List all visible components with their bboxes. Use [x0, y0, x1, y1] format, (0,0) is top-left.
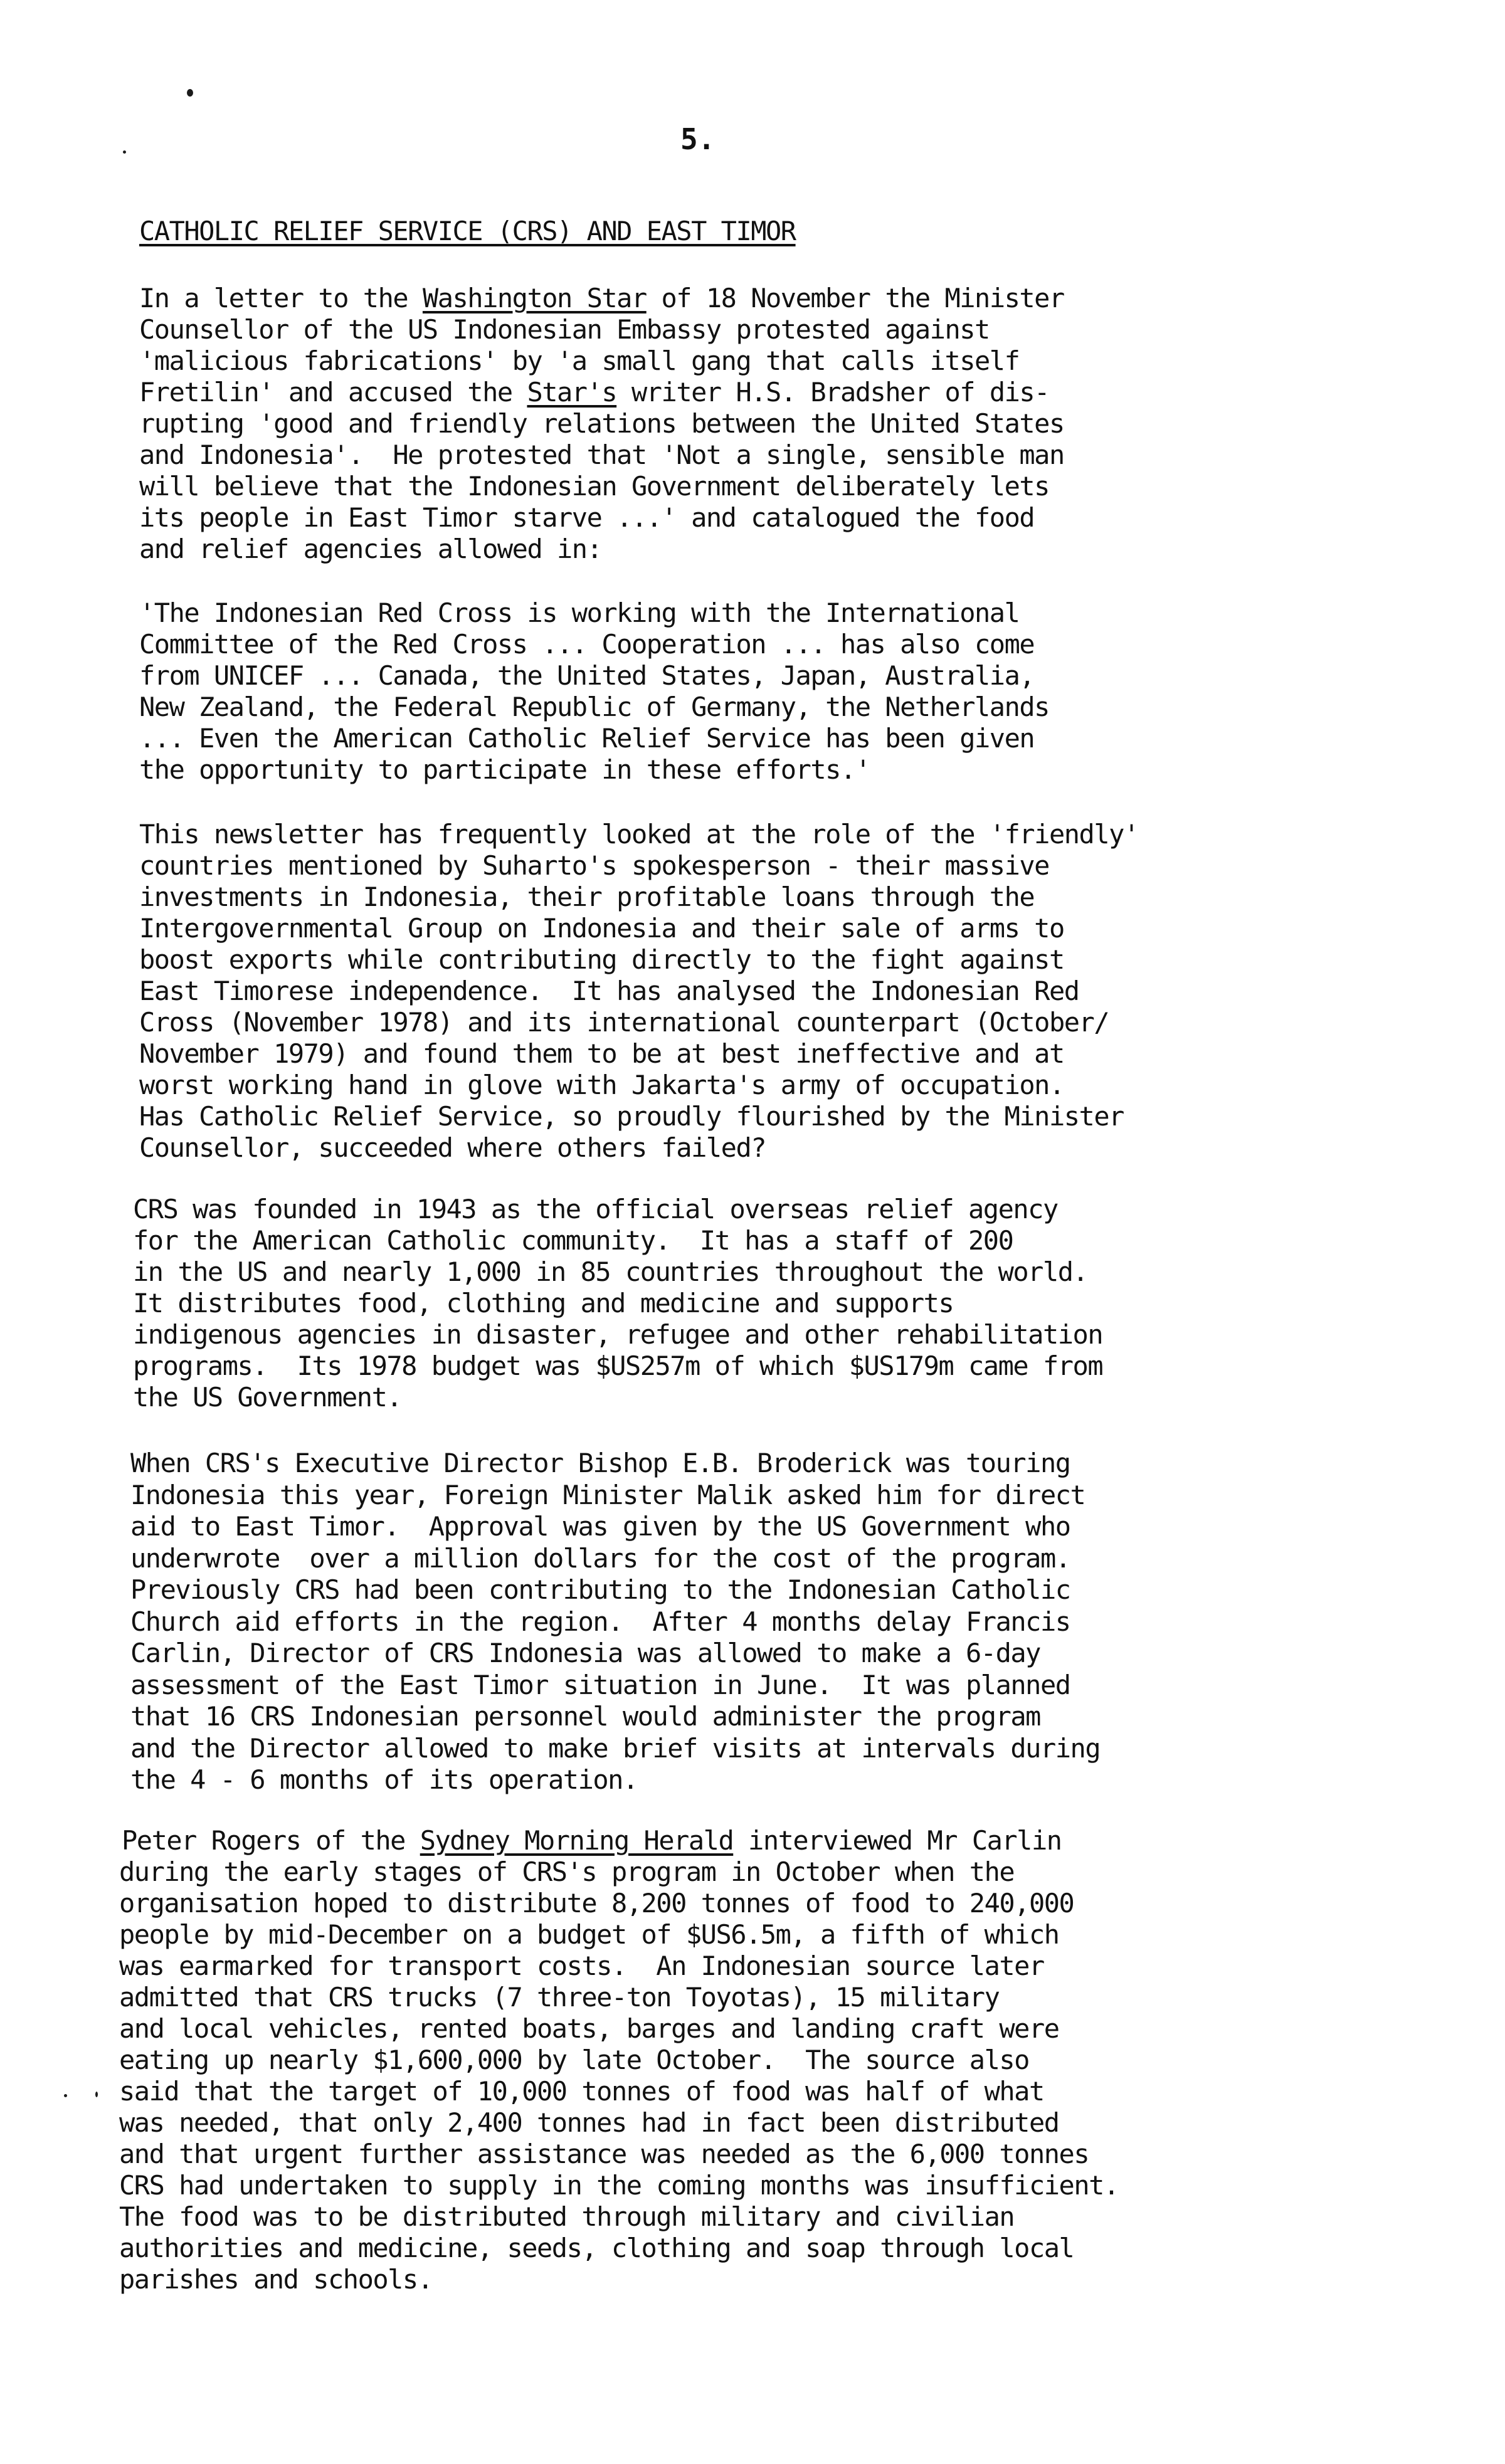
text-line [139, 1103, 1124, 1130]
text-segment: said that the target of 10,000 tonnes of food was half of what [119, 2076, 1044, 2107]
text-segment: authorities and medicine, seeds, clothing and soap through local [119, 2233, 1074, 2263]
text-line [139, 1132, 766, 1163]
text-segment: Has Catholic Relief Service, so proudly flourished by the Minister [139, 1101, 1124, 1132]
text-segment: during the early stages of CRS's program in October when the [119, 1856, 1015, 1887]
text-line [139, 473, 1049, 500]
text-line [119, 1890, 1074, 1917]
text-line [139, 314, 990, 345]
text-line [119, 1919, 1059, 1950]
section-heading: CATHOLIC RELIEF SERVICE (CRS) AND EAST TIMOR [139, 216, 796, 246]
text-segment: investments in Indonesia, their profitable loans through the [139, 882, 1035, 912]
text-line [133, 1384, 401, 1411]
text-segment: Fretilin' and accused the [139, 377, 527, 408]
text-segment: Counsellor, succeeded where others failed? [139, 1132, 766, 1163]
text-line [130, 1479, 1085, 1510]
text-line [119, 2235, 1074, 2261]
text-segment: was needed, that only 2,400 tonnes had in fact been distributed [119, 2107, 1059, 2138]
text-segment: 'The Indonesian Red Cross is working with the International [139, 598, 1020, 628]
text-line [139, 408, 1064, 439]
text-line [130, 1542, 1070, 1574]
text-line [119, 2047, 1029, 2073]
text-line [139, 379, 1049, 406]
scan-speck [123, 150, 126, 154]
text-segment: CRS was founded in 1943 as the official overseas relief agency [133, 1194, 1058, 1224]
text-segment: parishes and schools. [119, 2264, 433, 2295]
text-segment: aid to East Timor. Approval was given by the US Government who [130, 1511, 1070, 1542]
text-line [139, 725, 1034, 752]
text-segment: assessment of the East Timor situation in June. It was planned [130, 1669, 1070, 1700]
text-segment: boost exports while contributing directly to the fight against [139, 944, 1064, 975]
text-segment: in the US and nearly 1,000 in 85 countries throughout the world. [133, 1256, 1088, 1287]
text-segment: Indonesia this year, Foreign Minister Malik asked him for direct [130, 1479, 1085, 1510]
text-line [133, 1256, 1088, 1287]
text-line [119, 2264, 433, 2295]
text-line [139, 536, 601, 562]
text-line [119, 1984, 999, 2011]
text-line [139, 1072, 1064, 1098]
text-segment: the US Government. [133, 1382, 402, 1413]
text-line [130, 1574, 1070, 1605]
text-line [139, 285, 1064, 312]
text-segment: indigenous agencies in disaster, refugee and other rehabilitation [133, 1319, 1103, 1350]
text-segment: and Indonesia'. He protested that 'Not a single, sensible man [139, 440, 1064, 470]
text-segment: This newsletter has frequently looked at the role of the 'friendly' [139, 819, 1139, 850]
text-line [139, 884, 1034, 910]
text-segment: worst working hand in glove with Jakarta's army of occupation. [139, 1070, 1064, 1100]
scan-speck [187, 89, 193, 97]
text-segment: countries mentioned by Suharto's spokesperson - their massive [139, 850, 1049, 881]
text-line [139, 821, 1139, 848]
text-line [139, 915, 1064, 942]
text-segment: Previously CRS had been contributing to the Indonesian Catholic [130, 1574, 1070, 1605]
text-line [119, 1856, 1015, 1887]
text-segment: admitted that CRS trucks (7 three-ton Toyotas), 15 military [119, 1982, 1000, 2013]
text-line [133, 1196, 1058, 1223]
text-segment: underwrote over a million dollars for the cost of the program. [130, 1542, 1070, 1574]
text-segment: writer H.S. Bradsher of dis- [616, 377, 1049, 408]
text-segment: and local vehicles, rented boats, barges and landing craft were [119, 2013, 1059, 2044]
text-segment: East Timorese independence. It has analysed the Indonesian Red [139, 976, 1079, 1006]
scan-speck [64, 2094, 67, 2097]
text-line [119, 2013, 1059, 2044]
text-segment: that 16 CRS Indonesian personnel would administer the program [130, 1701, 1040, 1732]
text-segment: Committee of the Red Cross ... Cooperation ... has also come [139, 629, 1035, 660]
text-segment: In a letter to the [139, 283, 423, 313]
text-line [139, 660, 1035, 691]
text-line [133, 1350, 1103, 1381]
text-segment: New Zealand, the Federal Republic of Germany, the Netherlands [139, 692, 1049, 722]
underlined-title: Sydney Morning Herald [420, 1825, 734, 1856]
text-line [119, 2201, 1015, 2232]
text-line [119, 2172, 1119, 2199]
text-line [139, 694, 1049, 720]
text-segment: Intergovernmental Group on Indonesia and their sale of arms to [139, 913, 1064, 944]
text-line [139, 631, 1034, 658]
page-number: 5. [680, 122, 716, 156]
text-segment: of 18 November the Minister [646, 283, 1064, 313]
text-line [130, 1606, 1070, 1637]
text-line [133, 1319, 1103, 1350]
text-line [133, 1225, 1013, 1256]
text-segment: rupting 'good and friendly relations between the United States [139, 408, 1064, 439]
text-line [139, 600, 1019, 626]
text-line [139, 1038, 1064, 1069]
text-segment: November 1979) and found them to be at best ineffective and at [139, 1038, 1064, 1069]
text-segment: will believe that the Indonesian Government deliberately lets [139, 471, 1049, 502]
text-line [130, 1703, 1040, 1730]
text-segment: eating up nearly $1,600,000 by late October. The source also [119, 2045, 1029, 2075]
text-line [139, 850, 1049, 881]
text-line [119, 2141, 1089, 2167]
text-segment: and relief agencies allowed in: [139, 534, 602, 564]
text-segment: from UNICEF ... Canada, the United States, Japan, Australia, [139, 660, 1035, 691]
text-segment: ... Even the American Catholic Relief Service has been given [139, 723, 1035, 754]
text-line [130, 1511, 1070, 1542]
text-segment: Church aid efforts in the region. After 4 months delay Francis [130, 1606, 1070, 1637]
text-line [130, 1732, 1101, 1764]
text-line [130, 1640, 1040, 1666]
text-segment: Cross (November 1978) and its international counterpart (October/ [139, 1007, 1109, 1038]
text-line [139, 944, 1064, 975]
text-line [119, 2078, 1044, 2105]
text-line [119, 1953, 1044, 1979]
text-line [130, 1764, 638, 1795]
text-segment: 'malicious fabrications' by 'a small gang that calls itself [139, 345, 1020, 376]
text-segment: its people in East Timor starve ...' and catalogued the food [139, 502, 1035, 533]
underlined-title: Washington Star [422, 283, 647, 313]
text-segment: programs. Its 1978 budget was $US257m of which $US179m came from [133, 1350, 1103, 1381]
text-segment: When CRS's Executive Director Bishop E.B. Broderick was touring [130, 1448, 1070, 1478]
text-segment: the opportunity to participate in these efforts.' [139, 754, 870, 785]
text-line [139, 442, 1064, 468]
text-segment: The food was to be distributed through military and civilian [119, 2201, 1015, 2232]
text-line [130, 1669, 1070, 1700]
text-line [139, 1009, 1109, 1036]
text-segment: interviewed Mr Carlin [733, 1825, 1062, 1856]
text-segment: people by mid-December on a budget of $US6.5m, a fifth of which [119, 1919, 1059, 1950]
text-segment: Counsellor of the US Indonesian Embassy protested against [139, 314, 990, 345]
text-segment: Peter Rogers of the [122, 1825, 420, 1856]
text-line [139, 502, 1035, 533]
text-line [119, 2107, 1059, 2138]
text-segment: CRS had undertaken to supply in the coming months was insufficient. [119, 2170, 1119, 2201]
text-line [122, 1825, 1062, 1856]
scan-speck [95, 2092, 98, 2097]
text-segment: was earmarked for transport costs. An Indonesian source later [119, 1951, 1044, 1981]
text-line [139, 345, 1020, 376]
text-line [139, 754, 870, 785]
text-segment: It distributes food, clothing and medicine and supports [133, 1288, 954, 1319]
text-line [139, 978, 1079, 1004]
text-line [130, 1450, 1070, 1477]
text-segment: and that urgent further assistance was needed as the 6,000 tonnes [119, 2139, 1089, 2169]
underlined-title: Star's [527, 377, 617, 408]
text-segment: Carlin, Director of CRS Indonesia was allowed to make a 6-day [130, 1638, 1040, 1668]
text-segment: the 4 - 6 months of its operation. [130, 1764, 638, 1795]
text-segment: for the American Catholic community. It has a staff of 200 [133, 1225, 1013, 1256]
text-segment: and the Director allowed to make brief visits at intervals during [130, 1732, 1101, 1764]
text-line [133, 1290, 953, 1317]
text-segment: organisation hoped to distribute 8,200 tonnes of food to 240,000 [119, 1888, 1074, 1919]
